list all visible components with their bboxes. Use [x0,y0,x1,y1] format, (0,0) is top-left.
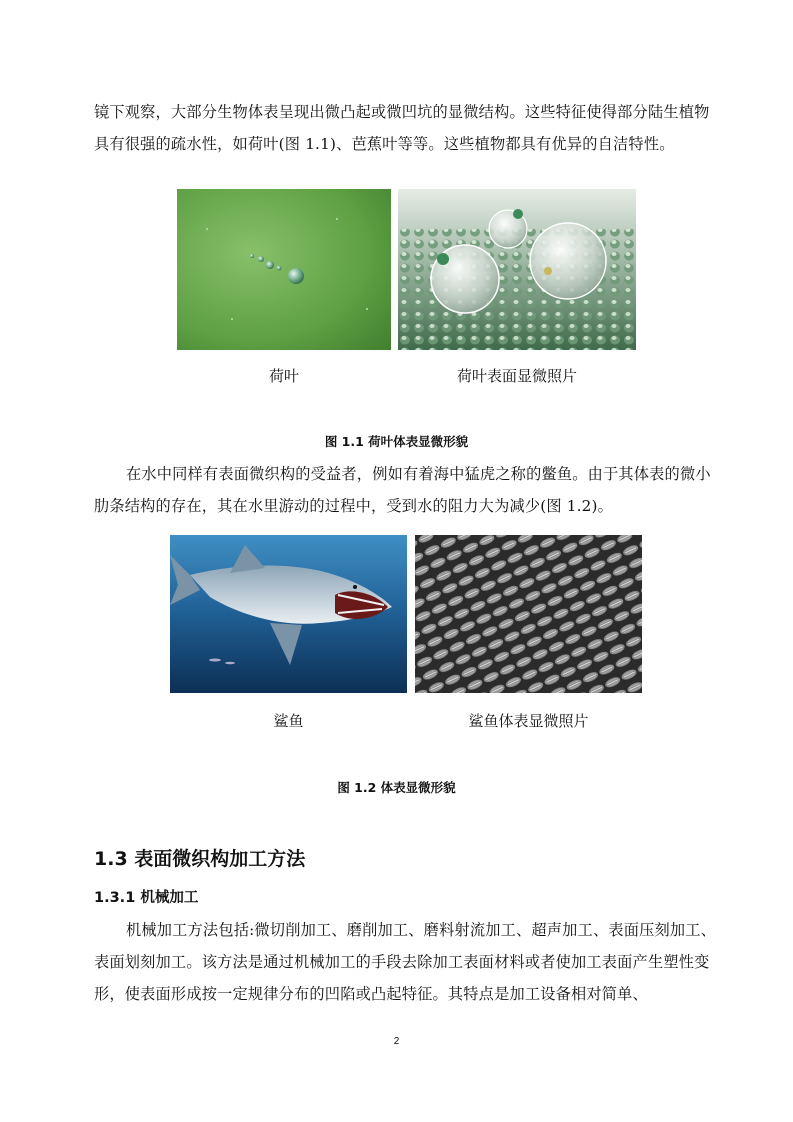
page-number: 2 [393,1036,400,1047]
shark-micrograph-label: 鲨鱼体表显微照片 [468,712,589,730]
shark-photo [170,535,407,693]
subsection-heading: 1.3.1 机械加工 [94,890,199,906]
lotus-micrograph-label: 荷叶表面显微照片 [456,367,577,385]
paragraph-machining: 机械加工方法包括:微切削加工、磨削加工、磨料射流加工、超声加工、表面压刻加工、表面划刻加工。该方法是通过机械加工的手段去除加工表面材料或者使加工表面产生塑性变形，使表面形成按一定规律分布的凹陷或凸起特征。其特点是加工设备相对简单、 [94,921,717,1003]
shark-skin-micrograph [415,535,642,693]
shark-label: 鲨鱼 [273,712,304,730]
paragraph-intro: 镜下观察，大部分生物体表呈现出微凸起或微凹坑的显微结构。这些特征使得部分陆生植物具有很强的疏水性，如荷叶(图 1.1)、芭蕉叶等等。这些植物都具有优异的自洁特性。 [94,103,710,153]
lotus-leaf-label: 荷叶 [268,367,299,385]
figure-1-1-caption: 图 1.1 荷叶体表显微形貌 [324,434,469,449]
lotus-leaf-photo [177,189,391,350]
paragraph-shark: 在水中同样有表面微织构的受益者，例如有着海中猛虎之称的鳖鱼。由于其体表的微小肋条结构的存在，其在水里游动的过程中，受到水的阻力大为减少(图 1.2)。 [94,465,711,515]
lotus-micrograph-photo [398,189,636,350]
section-heading: 1.3 表面微织构加工方法 [94,848,306,870]
figure-1-2-caption: 图 1.2 体表显微形貌 [337,780,456,795]
